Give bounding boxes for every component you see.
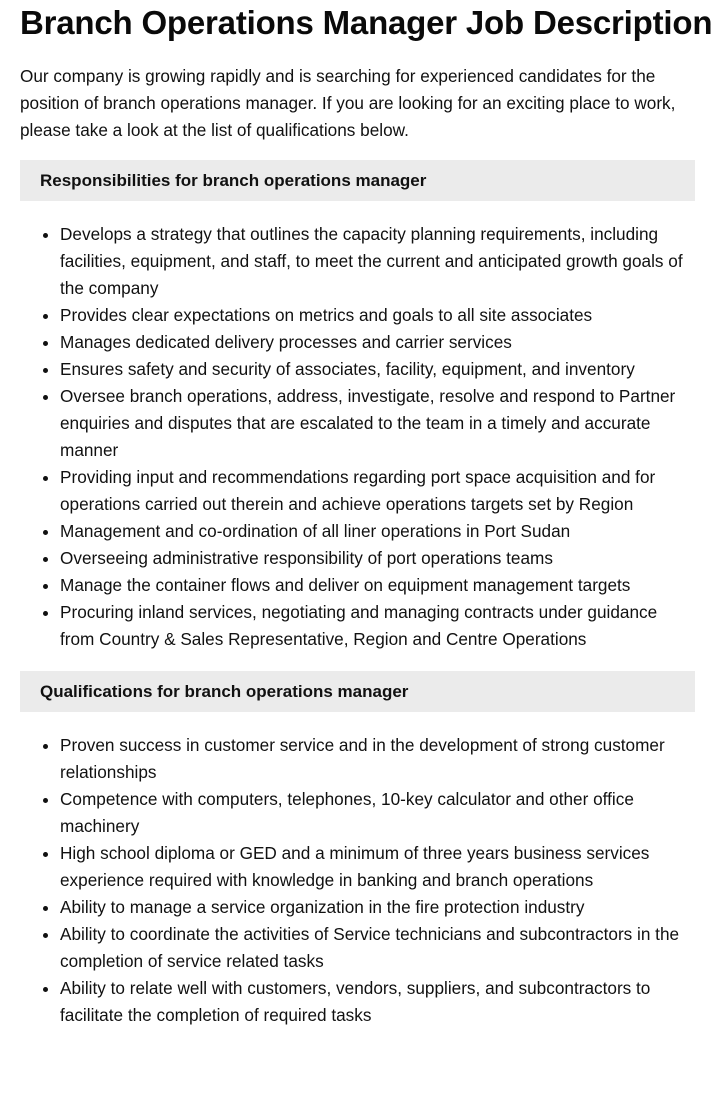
list-item: • High school diploma or GED and a minimum of three years business services experience required with knowledge in banking and branch operations bbox=[60, 840, 695, 894]
list-item: • Ensures safety and security of associates, facility, equipment, and inventory bbox=[60, 356, 695, 383]
list-item: • Management and co-ordination of all liner operations in Port Sudan bbox=[60, 518, 695, 545]
responsibilities-list bbox=[20, 221, 695, 653]
list-item: • Providing input and recommendations regarding port space acquisition and for operations carried out therein and achieve operations targets set by Region bbox=[60, 464, 695, 518]
list-item: • Proven success in customer service and in the development of strong customer relationships bbox=[60, 732, 695, 786]
list-item: • Ability to manage a service organization in the fire protection industry bbox=[60, 894, 695, 921]
list-item: • Overseeing administrative responsibility of port operations teams bbox=[60, 545, 695, 572]
page-title: Branch Operations Manager Job Description bbox=[20, 4, 713, 41]
list-item: • Manage the container flows and deliver on equipment management targets bbox=[60, 572, 695, 599]
list-item: • Manages dedicated delivery processes and carrier services bbox=[60, 329, 695, 356]
list-item: • Develops a strategy that outlines the capacity planning requirements, including facilities, equipment, and staff, to meet the current and anticipated growth goals of the company bbox=[60, 221, 695, 302]
intro-paragraph: Our company is growing rapidly and is searching for experienced candidates for the position of branch operations manager. If you are looking for an exciting place to work, please take a look at the list of qualifications below. bbox=[20, 66, 676, 140]
responsibilities-heading: Responsibilities for branch operations manager bbox=[20, 160, 695, 201]
list-item: • Ability to coordinate the activities of Service technicians and subcontractors in the completion of service related tasks bbox=[60, 921, 695, 975]
list-item: • Oversee branch operations, address, investigate, resolve and respond to Partner enquiries and disputes that are escalated to the team in a timely and accurate manner bbox=[60, 383, 695, 464]
list-item: • Ability to relate well with customers, vendors, suppliers, and subcontractors to facilitate the completion of required tasks bbox=[60, 975, 695, 1029]
list-item: • Procuring inland services, negotiating and managing contracts under guidance from Country & Sales Representative, Region and Centre Operations bbox=[60, 599, 695, 653]
qualifications-heading: Qualifications for branch operations manager bbox=[20, 671, 695, 712]
list-item: • Competence with computers, telephones, 10-key calculator and other office machinery bbox=[60, 786, 695, 840]
list-item: • Provides clear expectations on metrics and goals to all site associates bbox=[60, 302, 695, 329]
qualifications-list bbox=[20, 732, 695, 1029]
